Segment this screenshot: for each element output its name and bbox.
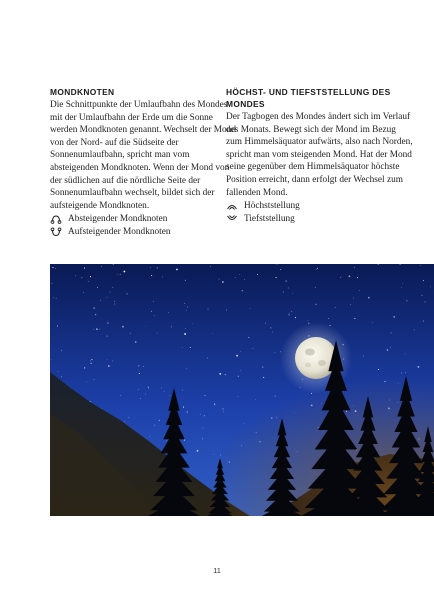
legend-hoechststellung [226,199,414,225]
highest-position-icon [226,201,240,211]
legend-label: Höchststellung [244,200,300,211]
legend-label: Tiefststellung [244,213,295,224]
legend-item [226,212,414,225]
section-heading-mondknoten: MONDKNOTEN [50,87,115,97]
section-heading-hoechststellung: HÖCHST- UND TIEFSTSTELLUNG DES MONDES [226,87,391,109]
section-body-hoechststellung: Der Tagbogen des Mondes ändert sich im Verlauf des Monats. Bewegt sich der Mond im Bezug zum Himmelsäquator aufwärts, also nach Norden, spricht man vom steigenden Mond. Hat der Mond seine gegenüber dem Himmelsäquator höchste Position erreicht, dann erfolgt der Wechsel zum fallenden Mond. [226,112,413,198]
right-column [226,86,414,225]
lowest-position-icon [226,214,240,224]
legend-label: Absteigender Mondknoten [68,213,168,224]
section-body-mondknoten: Die Schnittpunkte der Umlaufbahn des Mondes mit der Umlaufbahn der Erde um die Sonne werden Mondknoten genannt. Wechselt der Mond von der Nord- auf die Südseite der Sonnenumlaufbahn, spricht man vom absteigenden Mondknoten. Wenn der Mond von der südlichen auf die nördliche Seite der Sonnenumlaufbahn wechselt, bildet sich der aufsteigende Mondknoten. [50,100,237,211]
ascending-node-icon [50,227,64,237]
descending-node-icon [50,214,64,224]
legend-item [50,225,236,238]
legend-label: Aufsteigender Mondknoten [68,226,171,237]
legend-item [226,199,414,212]
legend-item [50,212,236,225]
left-column [50,86,236,238]
page-number: 11 [213,566,221,575]
legend-mondknoten [50,212,236,238]
night-sky-moon-photo [50,264,434,516]
